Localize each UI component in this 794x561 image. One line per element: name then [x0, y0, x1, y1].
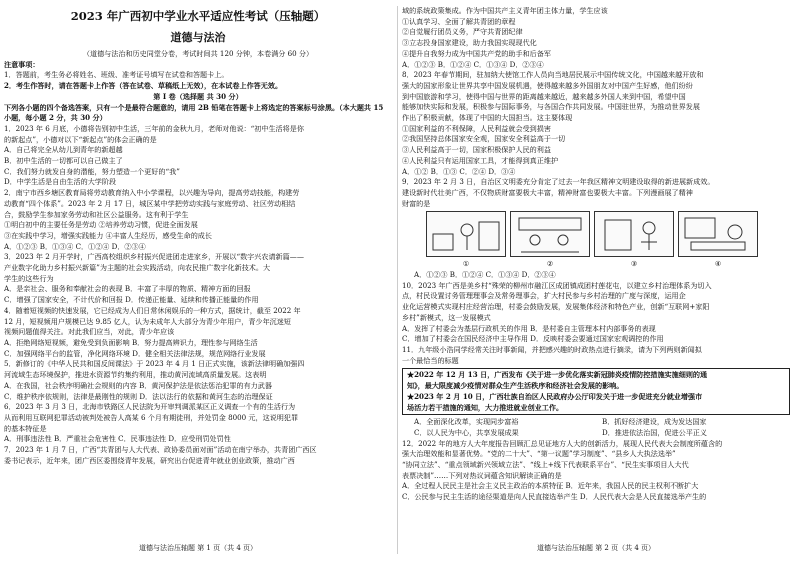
text-line: ③立志投身国家建设，助力我国实现现代化 [402, 38, 537, 48]
news-line: ★2022 年 12 月 13 日，广西发布《关于进一步优化落实新冠肺炎疫情防控措施实施细则的通 [407, 370, 708, 380]
q11-options-row [402, 417, 790, 428]
text-line: 能够加快实际和发展，积极参与国际事务，与各国合作共同发展。中国驻世界，为推动世界发展 [402, 102, 700, 112]
news-box [402, 368, 790, 415]
text-line: 财富的是 [402, 198, 431, 208]
text-line: A．是亲社会、服务和奉献社会的表现 B．丰富了丰厚的物质、精神方面的回报 [4, 284, 251, 294]
text-line: 业化运营模式实现村庄经营治理，村委会鼓励发展，发展集体经济和特色产业，创新“互联网+家阳 [402, 302, 710, 312]
text-line: D．中学生活是自由生活的大学阶段 [4, 177, 117, 187]
cartoon-image [678, 211, 758, 257]
cartoon-strip [426, 211, 790, 257]
cartoon-label: ① [462, 259, 470, 269]
page-footer: 道德与法治压轴题 第 2 页（共 4 页） [536, 544, 656, 552]
text-line: 9．2023 年 2 月 3 日，自治区文明委充分肯定了过去一年我区精神文明建设取得的新进展新成效。 [402, 177, 715, 187]
text-line: 的基本特征是 [4, 423, 47, 433]
text-line: 河流域生态环境保护，推进水资源节约集约利用，推动黄河流域高质量发展。这表明 [4, 370, 267, 380]
text-line: 表票决制”……下列对热议词蕴含知识解读正确的是 [402, 470, 562, 480]
text-line: 的新起点”，小德对以下“新起点”的体会正确的是 [4, 134, 157, 144]
news-line: ★2023 年 2 月 10 日，广西壮族自治区人民政府办公厅印发关于进一步促进充分就业增强市 [407, 391, 703, 401]
text-line: 乡村”新模式，这一发展模式 [402, 312, 491, 322]
text-line: 6．2023 年 3 月 3 日，北海市铁路区人民法院为开审判调派某区正义调查一个有的生活行为 [4, 402, 296, 412]
text-line: “协同立法”、“重点领域新兴领域立法”、“线上+线下代表联系平台”、“民生实事项目人大代 [402, 460, 689, 470]
text-line: 2．南宁市西乡塘区教育局将劳动教育纳入中小学课程，以兴趣为导向，提高劳动技能，构建劳 [4, 188, 300, 198]
cartoon-label: ④ [714, 259, 722, 269]
part-heading: 第 Ⅰ 卷（选择题 共 30 分） [153, 91, 243, 101]
text-line: 11．九年级小浩同学经常关注时事新闻，并把感兴趣的时政热点进行摘录，请为下列两则新闻拟 [402, 344, 702, 354]
text-line: 4．随着短视频的快速发展，它已经成为人们日常休闲娱乐的一种方式，据统计，截至 2022 年 [4, 305, 301, 315]
page-left [4, 6, 392, 554]
cartoon-labels [426, 259, 790, 270]
text-line: ④提升自我努力成为中国共产党的助手和后备军 [402, 48, 551, 58]
text-line: C．维护秩序依规则，法律是最刚性的规则 D．法以法行的依据和黄河生态的治理保证 [4, 391, 273, 401]
cartoon-label: ② [546, 259, 554, 269]
question-block-right-3 [402, 439, 790, 503]
text-line: 委书记表示，近年来，团广西区委围绕青年发展，研究出台促进青年就业创业政策，推动广西 [4, 455, 295, 465]
notes-heading: 注意事项： [4, 59, 40, 69]
text-line: 域的系统政策集成。作为中国共产主义青年团主体力量，学生应该 [402, 6, 608, 15]
text-line: 视频问题值得关注。对此我们应当，对此，青少年应该 [4, 327, 175, 337]
text-line: ①国家利益的不利保障，人民利益就会受到损害 [402, 123, 551, 133]
news-line: 知》，最大限度减少疫情对群众生产生活秩序和经济社会发展的影响。 [407, 381, 624, 391]
text-line: A．在我国，社会秩序明确社会规则的内容 B．黄河保护法是依法惩治犯罪的有力武器 [4, 380, 272, 390]
text-line: A．自己将完全从幼儿到青年的新超越 [4, 145, 123, 155]
text-line: 建设新时代壮美广西，不仅物质财富要极大丰富，精神财富也要极大丰富。下列漫画展了精神 [402, 187, 693, 197]
text-line: A．发挥了村委会为基层行政机关的作用 B．是村委自主管理本村内部事务的表现 [402, 323, 656, 333]
text-line: 强大治理效能和显著优势。“党的二十大”、“第一议题”学习制度”、“县乡人大执法选举” [402, 449, 676, 459]
question-block-right-2 [402, 281, 790, 367]
page-divider [397, 6, 398, 554]
text-line: 10．2023 年广西是美乡村“殊荣的柳州市融江区成团镇成团村莲花屯，以建立乡村治理体系为切入 [402, 280, 712, 290]
exam-intro: （道德与法治和历史同堂分卷，考试时间共 120 分钟，本卷满分 60 分） [82, 49, 314, 58]
text-line: 8．2023 年春节期间，驻加纳大使馆工作人员向当地居民展示中国传统文化，中国越来越开放和 [402, 70, 704, 80]
option: A．全面深化改革，实现同步富裕 [414, 417, 519, 427]
question-block-right [402, 6, 790, 209]
text-line: 学生的这些行为 [4, 273, 54, 283]
text-line: 3．2023 年 2 月开学时，广西高校组织乡村振兴促进团走进家乡，开展以“数字兴农请新篇—— [4, 252, 304, 262]
text-line: 强大的国家形象让世界共享中国发展机遇，使得越来越多外国朋友对中国产生好感，他们纷纷 [402, 80, 693, 90]
text-line: C．增加了村委会在国民经济中主导作用 D．反映村委会要通过国家宏观调控的作用 [402, 334, 664, 344]
text-line: ④人民利益只有运用国家工具，才能得到真正维护 [402, 155, 559, 165]
text-line: 一个最恰当的标题 [402, 355, 459, 365]
text-line: ①认真学习、全面了解共青团的章程 [402, 16, 516, 26]
text-line: 动教育“四个体系”。2023 年 2 月 17 日，城区某中学把劳动实践与家庭劳动、社区劳动相结 [4, 198, 296, 208]
text-line: 从而利用互联网犯罪活动被判处被告人高某 6 个月有期徒刑，并处罚金 8000 元，这说明犯罪 [4, 412, 299, 422]
text-line: A．拒绝网络短视频，避免受到负面影响 B．努力提高辨识力，理性参与网络生活 [4, 337, 258, 347]
cartoon-image [594, 211, 674, 257]
subject-title: 道德与法治 [170, 31, 226, 44]
text-line: C．增强了国家安全，不计代价和回报 D．传递正能量、延续和传播正能量的作用 [4, 295, 259, 305]
text-line: 12．2022 年的地方人大年度报告回顾汇总见证地方人大的创新活力，展现人民代表大会制度所蕴含的 [402, 438, 723, 448]
text-line: C．公民参与民主生活的途径渠道是向人民直接选举产生 D．人民代表大会是人民直接选举产生的 [402, 492, 707, 502]
option: B．抓好经济建设，成为发达国家 [602, 417, 707, 427]
text-line: ②我国坚持总体国家安全观，国家安全利益高于一切 [402, 134, 566, 144]
page-footer: 道德与法治压轴题 第 1 页（共 4 页） [138, 544, 258, 552]
q11-options-row [402, 428, 790, 439]
text-line: 7．2023 年 1 月 7 日，广西“共青团与人大代表、政协委员面对面”活动在南宁举办，共青团广西区 [4, 445, 317, 455]
q9-options: A．①②③ B．①②④ C．①③④ D．②③④ [414, 270, 556, 280]
text-line: B．初中生活的一切都可以自己做主了 [4, 156, 123, 166]
text-line: 作出了积极贡献，体现了中国的大国担当。这主要体现 [402, 113, 573, 123]
text-line: A．全过程人民民主是社会主义民主政治的本质特征 B．近年来，我国人民的民主权利不断扩大 [402, 481, 699, 491]
text-line: 1．2023 年 6 月底，小德将告别初中生活，三年前的金秋九月，老师对他说：“初中生活将是你 [4, 123, 304, 133]
cartoon-image [510, 211, 590, 257]
text-line: C．加强网络平台的监管，净化网络环境 D．健全相关法律法规，规范网络行业发展 [4, 348, 266, 358]
text-line: A．①②③ B．①②④ C．①③④ D．②③④ [402, 59, 544, 69]
cartoon-label: ③ [630, 259, 638, 269]
text-line: ③在实践中学习，增强实践能力 ④丰富人生经历，感受生命的成长 [4, 230, 212, 240]
text-line: 5．新修订的《中华人民共和国反间谍法》于 2023 年 4 月 1 日正式实施，该新法律明确加强四 [4, 359, 305, 369]
news-line: 场活力若干措施的通知，大力推进就业创业工作。 [407, 402, 564, 412]
text-line: A．刑事违法性 B．严重社会危害性 C．民事违法性 D．应受刑罚处罚性 [4, 434, 231, 444]
text-line: ②自觉履行团员义务，严守共青团纪律 [402, 27, 523, 37]
text-line: ③人民利益高于一切，国家积极保护人民的利益 [402, 145, 551, 155]
option: C．以人民为中心，共享发展成果 [414, 427, 519, 437]
text-line: 合，鼓励学生参加家务劳动和社区公益服务。这有利于学生 [4, 209, 189, 219]
text-line: A．①②③ B．①③④ C．①②④ D．②③④ [4, 241, 146, 251]
text-line: 12 月，短视频用户规模已达 9.85 亿人，认为未成年人大部分为青少年用户，青少年沉迷短 [4, 316, 291, 326]
text-line: A．①② B．①③ C．②④ D．③④ [402, 166, 516, 176]
text-line: 点，村民设置讨务管理理事会及常务理事会，扩大村民参与乡村治理的广度与深度，运用企 [402, 291, 686, 301]
cartoon-image [426, 211, 506, 257]
text-line: 产业数字化助力乡村振兴新篇”为主题的社会实践活动，向农民推广数字化新技术。大 [4, 263, 271, 273]
part-instructions: 下列各小题的四个备选答案，只有一个是最符合题意的，请用 2B 铅笔在答题卡上将选定的答案标号涂黑。（本大题共 15 小题，每小题 2 分，共 30 分） [4, 102, 384, 123]
text-line: 到中国旅游和学习，使得中国与世界的距离越来越近，越来越多外国人来到中国，希望中国 [402, 91, 686, 101]
exam-title: 2023 年广西初中学业水平适应性考试（压轴题） [70, 9, 326, 23]
note-line: 1．答题前，考生务必将姓名、班级、准考证号填写在试卷和答题卡上。 [4, 70, 229, 80]
text-line: ①明白初中的主要任务是劳动 ②培养劳动习惯，促进全面发展 [4, 220, 198, 230]
question-block-left [4, 124, 392, 467]
note-line: 2．考生作答时，请在答题卡上作答（答在试卷、草稿纸上无效），在本试卷上作答无效。 [4, 81, 283, 91]
text-line: C．我们努力就发自身的潜能，努力塑造一个更好的“我” [4, 166, 180, 176]
option: D．推进依法治国，促进公平正义 [602, 427, 707, 437]
page-right [402, 6, 790, 554]
